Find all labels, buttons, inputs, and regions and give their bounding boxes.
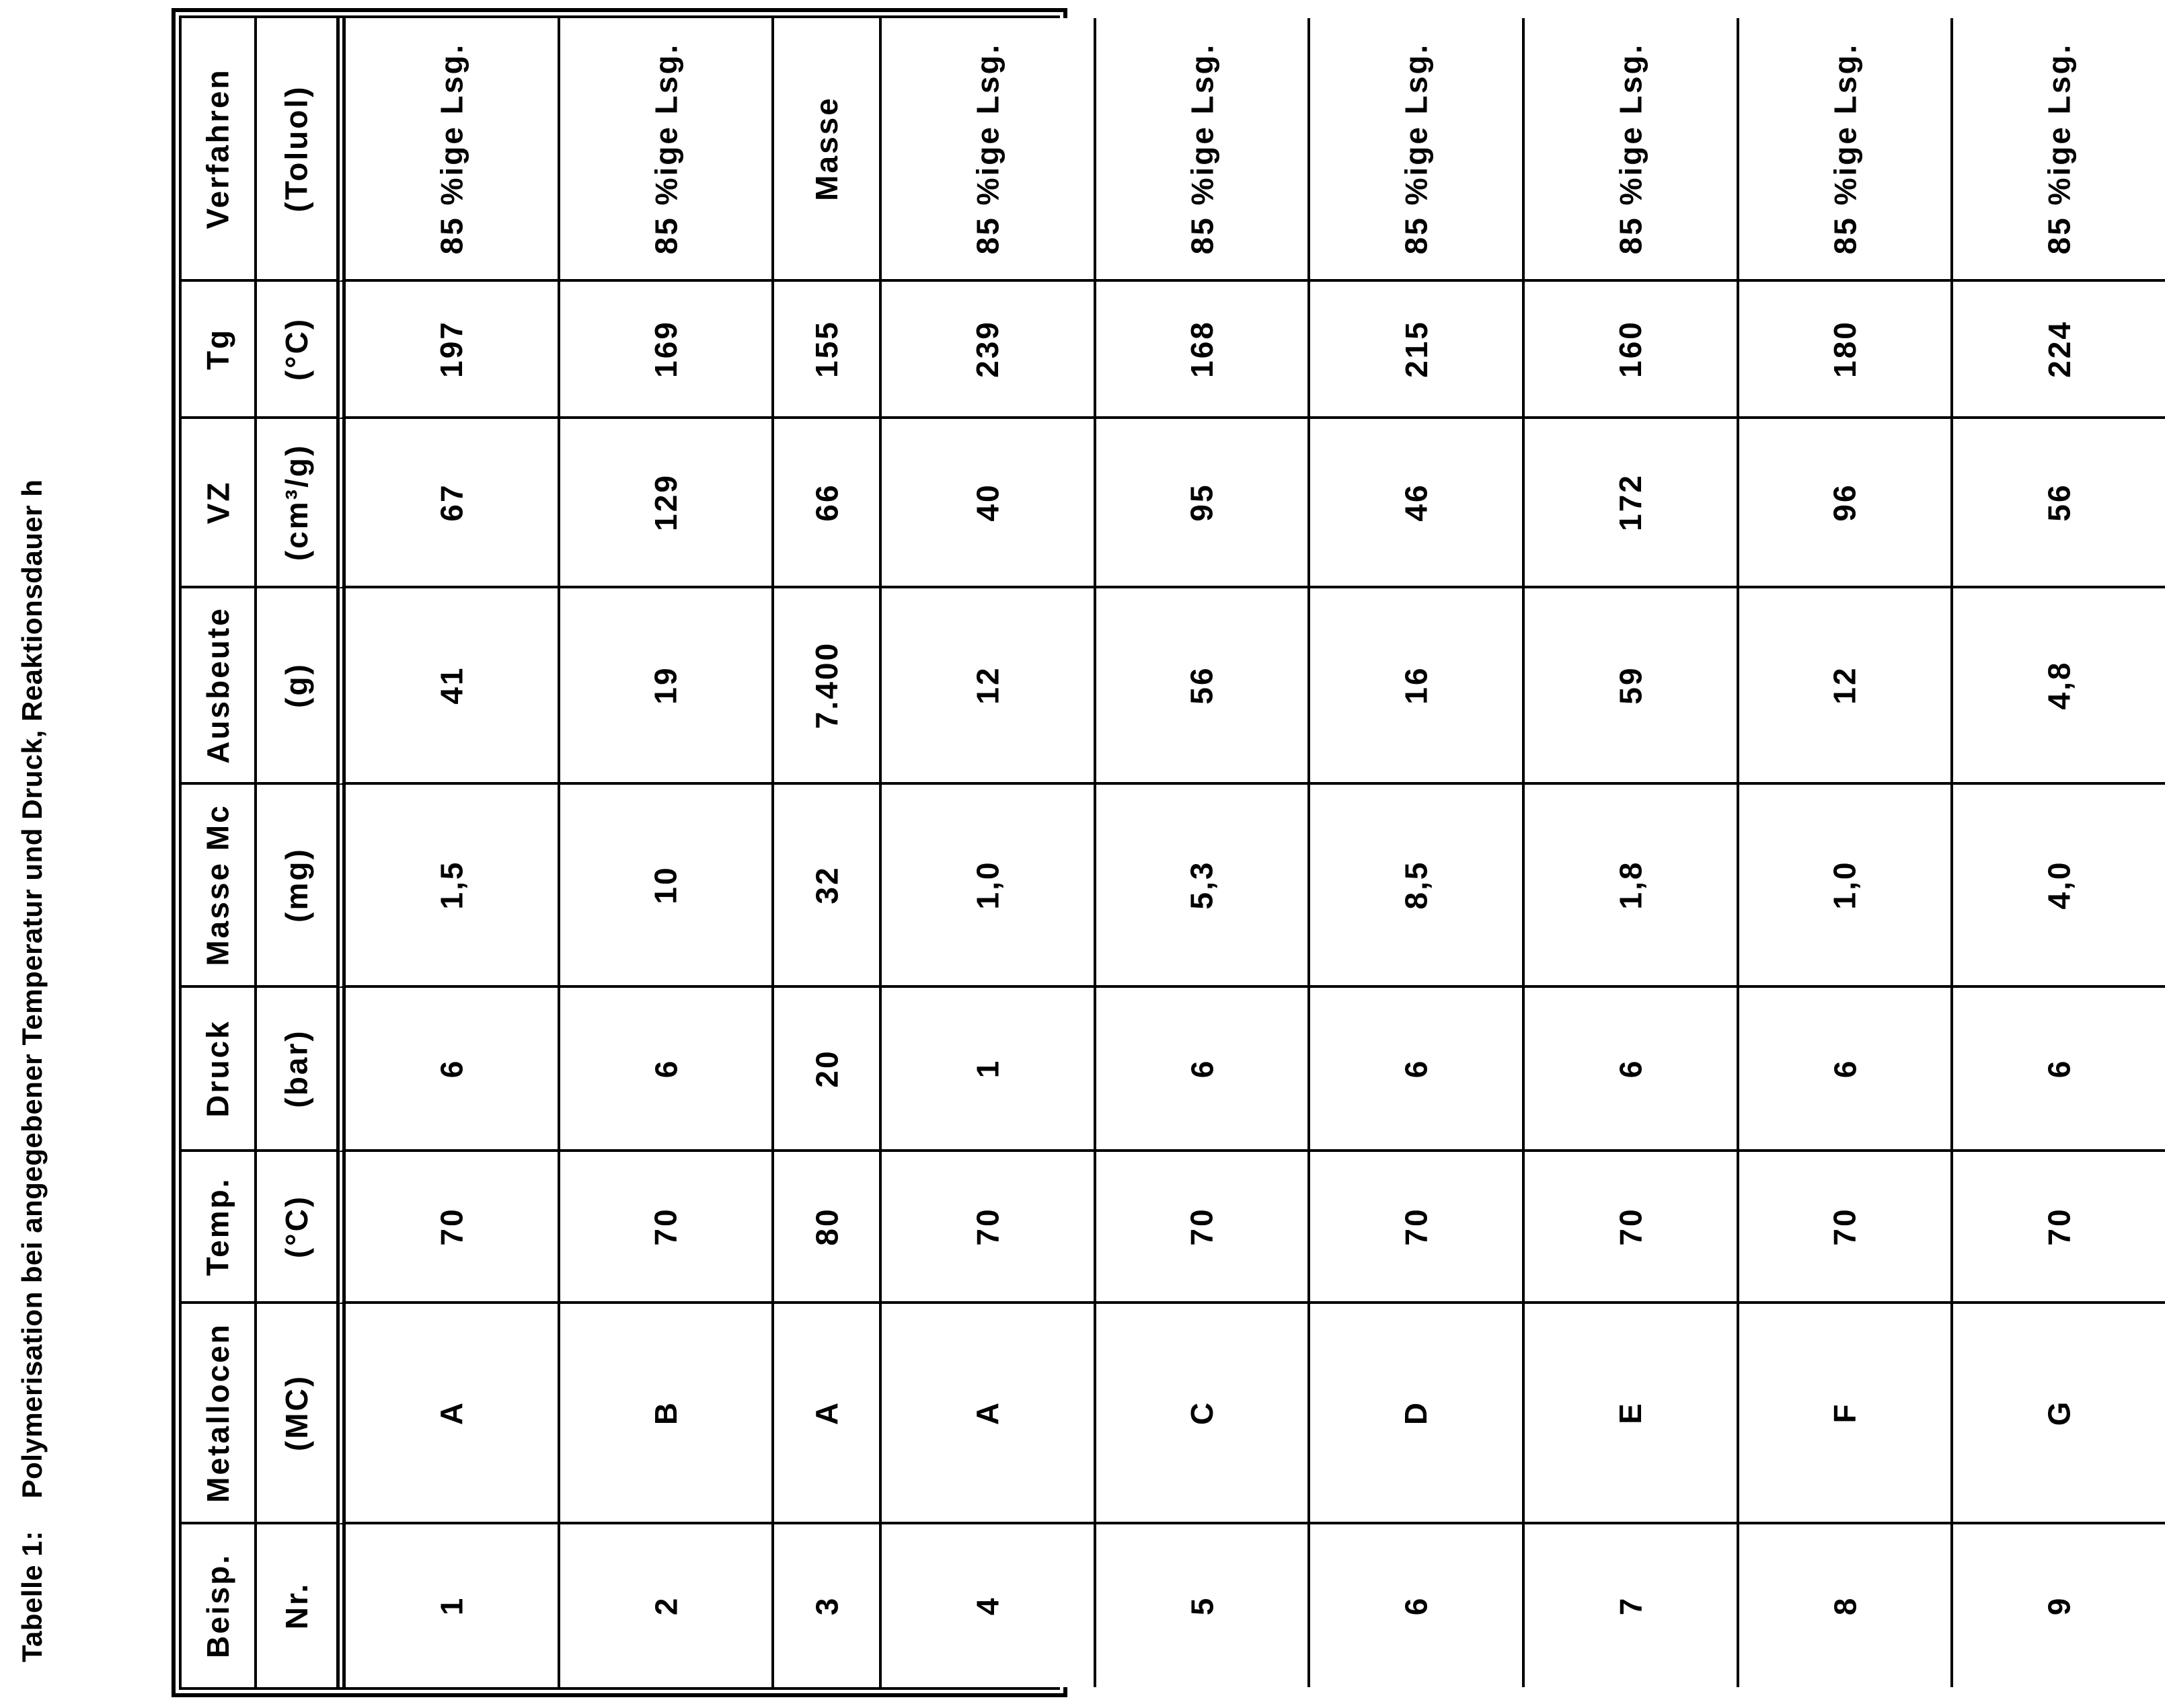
table-cell bbox=[1096, 18, 1311, 282]
table-cell-text: 95 bbox=[1184, 483, 1219, 522]
table-cell-text: 155 bbox=[809, 320, 845, 378]
table-cell bbox=[560, 1524, 775, 1687]
table-cell-text: A bbox=[809, 1400, 845, 1426]
table-cell-text: 59 bbox=[1613, 666, 1648, 705]
col-unit-text: (g) bbox=[279, 662, 314, 708]
table-cell bbox=[1525, 588, 1739, 785]
table-cell-text: 12 bbox=[1827, 666, 1862, 705]
table-cell-text: 4,8 bbox=[2041, 660, 2077, 710]
table-cell-text: 1 bbox=[434, 1596, 469, 1616]
table-cell bbox=[1096, 785, 1311, 988]
col-header-text: Verfahren bbox=[200, 68, 235, 229]
col-header bbox=[182, 282, 257, 419]
table-cell-text: 20 bbox=[809, 1049, 845, 1088]
table-cell-text: 85 %ige Lsg. bbox=[1398, 42, 1434, 255]
table-cell bbox=[336, 1524, 560, 1687]
col-unit-text: (bar) bbox=[278, 1029, 314, 1108]
table-cell bbox=[774, 282, 882, 419]
table-cell bbox=[336, 988, 560, 1152]
table-cell-text: 180 bbox=[1827, 320, 1862, 378]
table-cell-text: 129 bbox=[648, 473, 683, 531]
table-cell bbox=[1310, 1152, 1525, 1304]
table-cell bbox=[774, 785, 882, 988]
table-cell-text: 8 bbox=[1827, 1596, 1862, 1616]
table-cell bbox=[882, 18, 1096, 282]
table-cell-text: 1,0 bbox=[970, 860, 1005, 910]
table-cell bbox=[336, 1304, 560, 1524]
table-cell bbox=[560, 18, 775, 282]
table-cell bbox=[1096, 1304, 1311, 1524]
table-cell bbox=[1525, 18, 1739, 282]
table-cell-text: 224 bbox=[2041, 320, 2077, 378]
table-cell-text: 6 bbox=[1398, 1596, 1434, 1616]
table-cell-text: Masse bbox=[809, 96, 845, 201]
table-cell-text: 85 %ige Lsg. bbox=[1827, 42, 1862, 255]
col-header bbox=[182, 419, 257, 588]
col-unit bbox=[257, 588, 336, 785]
table-cell bbox=[774, 419, 882, 588]
table-cell-text: 12 bbox=[970, 666, 1005, 705]
table-cell bbox=[1310, 988, 1525, 1152]
polymerisation-table bbox=[172, 8, 2077, 1697]
table-cell bbox=[560, 988, 775, 1152]
table-cell bbox=[1310, 18, 1525, 282]
table-cell bbox=[560, 1304, 775, 1524]
col-unit bbox=[257, 1152, 336, 1304]
table-cell-text: 85 %ige Lsg. bbox=[434, 42, 469, 255]
table-cell bbox=[1953, 18, 2165, 282]
table-cell-text: 7.400 bbox=[809, 641, 845, 730]
col-unit bbox=[257, 1304, 336, 1524]
table-cell bbox=[336, 1152, 560, 1304]
col-header bbox=[182, 785, 257, 988]
table-cell-text: 168 bbox=[1184, 320, 1219, 378]
table-cell bbox=[882, 588, 1096, 785]
col-header bbox=[182, 18, 257, 282]
table-cell bbox=[1739, 785, 1954, 988]
table-cell bbox=[882, 1524, 1096, 1687]
col-header bbox=[182, 1524, 257, 1687]
table-cell bbox=[1310, 588, 1525, 785]
table-cell-text: 80 bbox=[809, 1207, 845, 1246]
col-header-text: Druck bbox=[200, 1019, 236, 1118]
col-unit-text: Nr. bbox=[279, 1582, 314, 1630]
col-unit-text: (°C) bbox=[278, 317, 314, 381]
table-cell-text: 4,0 bbox=[2041, 860, 2077, 910]
table-cell-text: 70 bbox=[1827, 1207, 1862, 1246]
table-cell-text: 70 bbox=[1184, 1207, 1219, 1246]
table-caption-text: Polymerisation bei angegebener Temperatur und Druck, Reaktionsdauer h bbox=[16, 479, 48, 1499]
col-unit bbox=[257, 282, 336, 419]
table-cell bbox=[1525, 1524, 1739, 1687]
table-cell bbox=[560, 282, 775, 419]
table-cell-text: 70 bbox=[1398, 1207, 1434, 1246]
table-cell bbox=[1525, 419, 1739, 588]
table-cell bbox=[336, 588, 560, 785]
table-cell-text: E bbox=[1613, 1401, 1648, 1424]
table-cell bbox=[1739, 988, 1954, 1152]
col-unit bbox=[257, 988, 336, 1152]
table-cell-text: 56 bbox=[1184, 666, 1219, 705]
table-cell bbox=[774, 1524, 882, 1687]
table-cell-text: 3 bbox=[809, 1596, 845, 1616]
col-unit-text: (cm³/g) bbox=[279, 443, 315, 561]
table-cell-text: 85 %ige Lsg. bbox=[648, 42, 683, 255]
col-header-text: Masse Mc bbox=[200, 804, 235, 966]
table-cell bbox=[882, 419, 1096, 588]
table-cell bbox=[1953, 785, 2165, 988]
table-caption bbox=[16, 479, 48, 1662]
table-cell bbox=[1525, 785, 1739, 988]
table-cell bbox=[1525, 1304, 1739, 1524]
table-cell bbox=[1739, 1304, 1954, 1524]
table-cell-text: 32 bbox=[809, 865, 845, 904]
table-cell-text: 8,5 bbox=[1398, 860, 1434, 910]
table-cell-text: 16 bbox=[1398, 666, 1434, 705]
table-cell bbox=[1310, 282, 1525, 419]
table-cell bbox=[1739, 18, 1954, 282]
table-cell bbox=[774, 1152, 882, 1304]
table-cell bbox=[774, 1304, 882, 1524]
table-cell bbox=[1096, 1152, 1311, 1304]
table-cell-text: 40 bbox=[970, 483, 1005, 522]
table-cell bbox=[336, 785, 560, 988]
col-header-text: Beisp. bbox=[200, 1553, 236, 1659]
table-cell-text: 41 bbox=[434, 666, 469, 705]
table-cell bbox=[560, 588, 775, 785]
table-cell bbox=[1310, 419, 1525, 588]
col-unit bbox=[257, 419, 336, 588]
table-cell bbox=[774, 18, 882, 282]
table-cell bbox=[1953, 588, 2165, 785]
table-cell-text: C bbox=[1184, 1400, 1219, 1426]
table-cell bbox=[1525, 1152, 1739, 1304]
col-unit-text: (Toluol) bbox=[279, 85, 314, 212]
table-cell-text: 6 bbox=[648, 1058, 683, 1079]
table-cell bbox=[882, 1304, 1096, 1524]
table-caption-label: Tabelle 1: bbox=[16, 1530, 48, 1662]
table-cell-text: 85 %ige Lsg. bbox=[2041, 42, 2077, 255]
col-header-text: Tg bbox=[200, 327, 235, 371]
table-cell-text: 215 bbox=[1398, 320, 1434, 378]
table-cell bbox=[1096, 988, 1311, 1152]
table-cell-text: 6 bbox=[2041, 1058, 2077, 1079]
table-cell-text: 10 bbox=[648, 865, 683, 904]
col-header-text: Metallocen bbox=[200, 1323, 236, 1503]
table-cell-text: 46 bbox=[1398, 483, 1434, 522]
table-cell-text: 85 %ige Lsg. bbox=[1613, 42, 1648, 255]
table-cell bbox=[1953, 1524, 2165, 1687]
col-unit-text: (mg) bbox=[278, 847, 314, 923]
table-cell bbox=[1953, 988, 2165, 1152]
table-cell bbox=[336, 282, 560, 419]
table-cell bbox=[1310, 1524, 1525, 1687]
table-cell-text: 6 bbox=[1827, 1058, 1862, 1079]
table-cell-text: 70 bbox=[970, 1207, 1005, 1246]
table-cell-text: 1,5 bbox=[434, 860, 469, 910]
table-cell bbox=[882, 785, 1096, 988]
table-cell-text: 96 bbox=[1827, 483, 1862, 522]
table-cell bbox=[1525, 282, 1739, 419]
table-cell bbox=[1096, 419, 1311, 588]
table-cell bbox=[560, 1152, 775, 1304]
table-cell bbox=[1525, 988, 1739, 1152]
table-cell bbox=[1096, 282, 1311, 419]
table-cell bbox=[336, 18, 560, 282]
col-header-text: Ausbeute bbox=[200, 607, 235, 764]
table-cell-text: 5 bbox=[1184, 1596, 1219, 1616]
table-cell bbox=[1310, 785, 1525, 988]
table-cell bbox=[1953, 1152, 2165, 1304]
polymerisation-table-grid bbox=[179, 15, 2077, 1690]
col-header-text: Temp. bbox=[200, 1177, 235, 1276]
table-cell-text: 19 bbox=[648, 666, 683, 705]
table-cell-text: 1,0 bbox=[1827, 860, 1862, 910]
table-cell bbox=[882, 1152, 1096, 1304]
table-cell-text: 169 bbox=[648, 320, 683, 378]
table-cell-text: F bbox=[1827, 1402, 1862, 1424]
table-cell-text: 6 bbox=[1398, 1058, 1434, 1079]
table-cell bbox=[1310, 1304, 1525, 1524]
table-cell-text: 67 bbox=[434, 483, 469, 522]
table-cell bbox=[774, 988, 882, 1152]
table-cell bbox=[1953, 1304, 2165, 1524]
table-cell bbox=[1096, 588, 1311, 785]
table-cell-text: 2 bbox=[648, 1596, 683, 1616]
table-cell-text: 85 %ige Lsg. bbox=[1184, 42, 1219, 255]
table-cell-text: 7 bbox=[1613, 1596, 1648, 1616]
table-cell bbox=[336, 419, 560, 588]
table-cell-text: B bbox=[648, 1400, 683, 1426]
table-cell-text: 56 bbox=[2041, 483, 2077, 522]
table-cell-text: 4 bbox=[970, 1596, 1005, 1616]
table-cell-text: 9 bbox=[2041, 1596, 2077, 1616]
table-cell-text: 6 bbox=[1613, 1058, 1648, 1079]
table-cell bbox=[882, 282, 1096, 419]
table-cell-text: 70 bbox=[434, 1207, 469, 1246]
col-unit bbox=[257, 18, 336, 282]
col-unit bbox=[257, 785, 336, 988]
table-cell bbox=[1739, 1152, 1954, 1304]
table-cell-text: 239 bbox=[970, 320, 1005, 378]
col-header bbox=[182, 588, 257, 785]
col-unit-text: (°C) bbox=[278, 1194, 314, 1259]
table-cell bbox=[882, 988, 1096, 1152]
table-cell bbox=[774, 588, 882, 785]
col-header bbox=[182, 1152, 257, 1304]
table-cell-text: 5,3 bbox=[1184, 860, 1219, 910]
table-cell-text: A bbox=[434, 1400, 469, 1426]
table-cell bbox=[560, 785, 775, 988]
table-cell bbox=[1739, 282, 1954, 419]
table-cell-text: 6 bbox=[434, 1058, 469, 1079]
table-cell bbox=[1739, 1524, 1954, 1687]
table-cell-text: 172 bbox=[1613, 473, 1648, 531]
table-cell-text: 70 bbox=[648, 1207, 683, 1246]
table-cell-text: 85 %ige Lsg. bbox=[970, 42, 1005, 255]
table-cell-text: 1 bbox=[970, 1058, 1005, 1079]
col-header-text: VZ bbox=[200, 480, 235, 525]
table-cell bbox=[560, 419, 775, 588]
table-cell bbox=[1953, 282, 2165, 419]
col-unit bbox=[257, 1524, 336, 1687]
table-cell-text: D bbox=[1398, 1400, 1434, 1426]
table-cell bbox=[1739, 419, 1954, 588]
table-cell-text: 197 bbox=[434, 320, 469, 378]
table-cell-text: 66 bbox=[809, 483, 845, 522]
table-cell-text: 70 bbox=[1613, 1207, 1648, 1246]
table-cell-text: 70 bbox=[2041, 1207, 2077, 1246]
table-cell-text: G bbox=[2041, 1399, 2077, 1426]
col-header bbox=[182, 1304, 257, 1524]
table-cell-text: 160 bbox=[1613, 320, 1648, 378]
table-cell-text: 1,8 bbox=[1613, 860, 1648, 910]
col-header bbox=[182, 988, 257, 1152]
table-cell-text: A bbox=[970, 1400, 1005, 1426]
table-cell bbox=[1096, 1524, 1311, 1687]
col-unit-text: (MC) bbox=[279, 1374, 314, 1452]
table-cell bbox=[1739, 588, 1954, 785]
table-cell-text: 6 bbox=[1184, 1058, 1219, 1079]
table-cell bbox=[1953, 419, 2165, 588]
